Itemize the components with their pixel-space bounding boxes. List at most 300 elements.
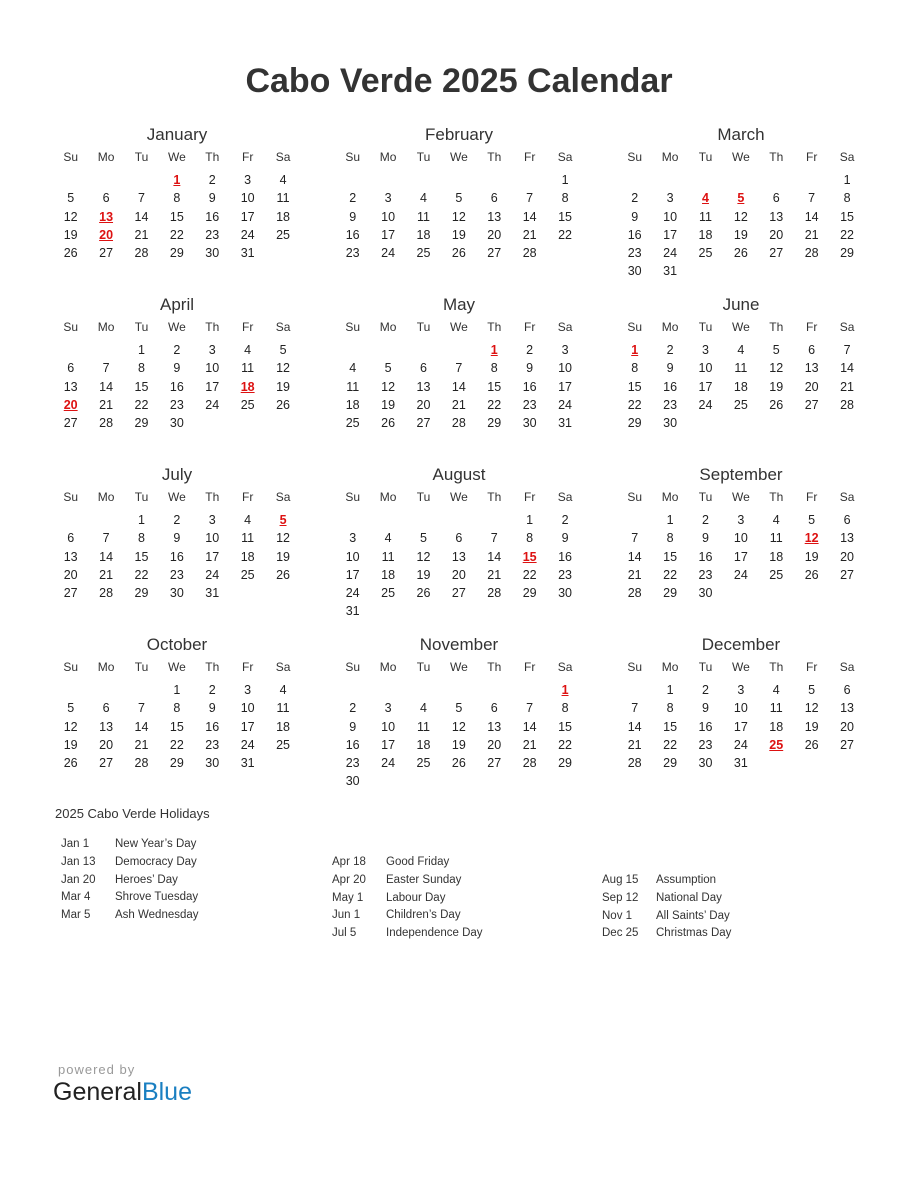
day-cell: 1 (173, 683, 181, 697)
day-cell: 8 (666, 701, 674, 716)
day-cell: 16 (345, 737, 360, 752)
day-cell: 25 (276, 227, 290, 242)
weekday-header: We (731, 320, 750, 334)
day-cell: 27 (840, 737, 854, 752)
empty-day-cell (477, 511, 512, 529)
holiday-day-cell: 13 (99, 209, 114, 224)
day-cell: 26 (804, 737, 819, 752)
holiday-name: All Saints’ Day (656, 909, 730, 922)
weekday-header: Th (769, 660, 784, 674)
day-cell: 3 (208, 343, 216, 357)
holiday-row (602, 908, 731, 926)
day-cell: 18 (769, 719, 784, 734)
day-cell: 20 (769, 227, 784, 242)
day-cell: 10 (663, 209, 678, 224)
day-cell: 9 (526, 361, 534, 376)
holiday-row (61, 872, 199, 890)
day-cell: 30 (522, 416, 537, 431)
empty-day-cell (477, 681, 512, 699)
powered-by-text: powered by (58, 1062, 136, 1077)
day-cell: 31 (663, 264, 678, 279)
empty-day-cell (441, 681, 476, 699)
day-cell: 29 (663, 756, 678, 771)
day-cell: 18 (733, 379, 748, 394)
day-cell: 23 (169, 397, 184, 412)
day-cell: 14 (522, 719, 537, 734)
holiday-name: New Year’s Day (115, 838, 197, 850)
day-cell: 22 (134, 397, 149, 412)
day-cell: 17 (381, 737, 396, 752)
day-cell: 18 (276, 719, 290, 734)
weekday-header: Tu (416, 320, 431, 334)
day-cell: 30 (205, 246, 220, 261)
day-cell: 17 (205, 379, 220, 394)
day-cell: 23 (205, 737, 220, 752)
weekday-header: Sa (557, 320, 573, 334)
day-cell: 15 (169, 209, 184, 224)
day-cell: 15 (487, 379, 502, 394)
weekday-header: Fr (805, 150, 818, 164)
day-cell: 29 (169, 756, 184, 771)
day-cell: 2 (173, 343, 181, 357)
weekday-header: Th (769, 320, 784, 334)
day-cell: 29 (134, 586, 149, 601)
day-cell: 28 (451, 416, 466, 431)
weekday-header: Su (63, 150, 79, 164)
day-cell: 26 (416, 586, 431, 601)
day-cell: 2 (173, 513, 181, 527)
day-cell: 11 (381, 549, 395, 564)
day-cell: 16 (205, 209, 220, 224)
day-cell: 11 (241, 361, 255, 376)
day-cell: 7 (490, 531, 498, 546)
day-cell: 19 (381, 397, 396, 412)
day-cell: 23 (698, 737, 713, 752)
holiday-row (332, 854, 483, 872)
day-cell: 3 (208, 513, 216, 527)
day-cell: 21 (451, 397, 466, 412)
weekday-header: Su (627, 150, 643, 164)
day-cell: 11 (769, 531, 783, 546)
holidays-title: 2025 Cabo Verde Holidays (55, 806, 210, 821)
day-cell: 10 (733, 701, 748, 716)
day-cell: 27 (99, 756, 114, 771)
day-cell: 29 (663, 586, 678, 601)
day-cell: 26 (381, 416, 396, 431)
day-cell: 10 (205, 531, 220, 546)
holiday-date: May 1 (332, 891, 364, 904)
day-cell: 27 (487, 246, 502, 261)
day-cell: 28 (804, 246, 819, 261)
day-cell: 27 (840, 567, 854, 582)
day-cell: 9 (702, 701, 709, 716)
weekday-header: Sa (557, 660, 573, 674)
weekday-header: Su (345, 150, 361, 164)
weekday-header: Fr (523, 490, 536, 504)
day-cell: 22 (169, 227, 184, 242)
day-cell: 6 (102, 701, 110, 716)
holiday-date: Jan 20 (61, 873, 96, 886)
day-cell: 6 (420, 361, 427, 376)
day-cell: 5 (808, 683, 816, 697)
day-cell: 13 (99, 719, 114, 734)
day-cell: 31 (240, 246, 255, 261)
weekday-header: Tu (134, 320, 149, 334)
day-cell: 5 (67, 701, 75, 716)
weekday-header: Fr (523, 150, 536, 164)
day-cell: 19 (804, 719, 819, 734)
day-cell: 8 (138, 361, 145, 376)
day-cell: 27 (451, 586, 466, 601)
day-cell: 5 (384, 361, 392, 376)
day-cell: 30 (627, 264, 642, 279)
day-cell: 3 (244, 173, 252, 187)
weekday-header: Sa (275, 150, 291, 164)
day-cell: 29 (840, 246, 854, 261)
day-cell: 28 (522, 756, 537, 771)
day-cell: 25 (769, 567, 784, 582)
weekday-header: Th (487, 320, 502, 334)
weekday-header: Su (63, 660, 79, 674)
day-cell: 17 (733, 549, 748, 564)
holiday-day-cell: 1 (631, 343, 639, 357)
day-cell: 19 (804, 549, 819, 564)
day-cell: 12 (451, 209, 466, 224)
day-cell: 24 (733, 567, 748, 582)
empty-day-cell (477, 171, 512, 189)
month-june (617, 294, 865, 464)
day-cell: 21 (99, 397, 114, 412)
holiday-name: Good Friday (386, 856, 450, 868)
weekday-header: Su (63, 320, 79, 334)
month-october (53, 634, 301, 804)
day-cell: 7 (631, 531, 639, 546)
day-cell: 19 (276, 379, 290, 394)
day-cell: 24 (205, 567, 220, 582)
month-days-grid (335, 486, 583, 621)
day-cell: 4 (772, 513, 780, 527)
day-cell: 21 (134, 227, 149, 242)
day-cell: 9 (702, 531, 709, 546)
day-cell: 17 (240, 719, 255, 734)
holiday-date: Mar 5 (61, 909, 91, 922)
empty-day-cell (88, 681, 123, 699)
day-cell: 19 (733, 227, 748, 242)
day-cell: 21 (840, 379, 854, 394)
month-name: December (701, 635, 781, 654)
weekday-header: Fr (241, 320, 254, 334)
month-days-grid (53, 316, 301, 432)
day-cell: 13 (804, 361, 819, 376)
weekday-header: Fr (805, 660, 818, 674)
holiday-name: National Day (656, 891, 722, 904)
empty-day-cell (124, 681, 159, 699)
day-cell: 3 (737, 513, 745, 527)
day-cell: 25 (240, 567, 255, 582)
day-cell: 15 (840, 209, 854, 224)
day-cell: 20 (487, 227, 502, 242)
day-cell: 10 (240, 191, 255, 206)
weekday-header: Fr (523, 320, 536, 334)
day-cell: 14 (134, 209, 149, 224)
day-cell: 7 (843, 343, 851, 357)
day-cell: 6 (67, 531, 75, 546)
day-cell: 6 (490, 701, 498, 716)
day-cell: 30 (205, 756, 220, 771)
day-cell: 24 (205, 397, 220, 412)
day-cell: 10 (698, 361, 713, 376)
day-cell: 17 (205, 549, 220, 564)
weekday-header: We (167, 320, 186, 334)
day-cell: 19 (451, 737, 466, 752)
day-cell: 2 (349, 701, 357, 716)
day-cell: 14 (99, 379, 114, 394)
weekday-header: Mo (661, 490, 679, 504)
weekday-header: Sa (557, 150, 573, 164)
weekday-header: Sa (839, 490, 855, 504)
weekday-header: Tu (698, 660, 713, 674)
weekday-header: Sa (557, 490, 573, 504)
day-cell: 16 (698, 549, 713, 564)
day-cell: 16 (169, 379, 184, 394)
day-cell: 23 (205, 227, 220, 242)
day-cell: 14 (451, 379, 466, 394)
holiday-day-cell: 1 (490, 343, 498, 357)
empty-day-cell (406, 681, 441, 699)
month-days-grid (335, 656, 583, 791)
day-cell: 3 (384, 701, 392, 716)
day-cell: 11 (734, 361, 748, 376)
day-cell: 23 (345, 756, 360, 771)
holiday-day-cell: 18 (240, 379, 255, 394)
empty-day-cell (370, 681, 405, 699)
weekday-header: Tu (416, 660, 431, 674)
day-cell: 19 (769, 379, 784, 394)
day-cell: 14 (840, 361, 854, 376)
empty-day-cell (688, 171, 723, 189)
weekday-header: Su (627, 320, 643, 334)
holiday-row (332, 872, 483, 890)
month-february (335, 124, 583, 294)
day-cell: 8 (526, 531, 534, 546)
day-cell: 25 (345, 416, 360, 431)
day-cell: 10 (205, 361, 220, 376)
day-cell: 16 (627, 227, 642, 242)
day-cell: 10 (381, 209, 396, 224)
day-cell: 8 (490, 361, 498, 376)
day-cell: 19 (276, 549, 290, 564)
brand-logo[interactable] (53, 1078, 192, 1107)
holiday-date: Jul 5 (332, 927, 357, 940)
day-cell: 1 (561, 173, 569, 187)
day-cell: 17 (733, 719, 748, 734)
day-cell: 6 (102, 191, 110, 206)
day-cell: 22 (134, 567, 149, 582)
day-cell: 4 (279, 683, 287, 697)
day-cell: 20 (804, 379, 819, 394)
holiday-date: Mar 4 (61, 891, 91, 904)
weekday-header: Sa (839, 660, 855, 674)
day-cell: 29 (627, 416, 642, 431)
day-cell: 9 (561, 531, 569, 546)
holiday-column (602, 872, 731, 943)
empty-day-cell (53, 171, 88, 189)
day-cell: 25 (240, 397, 255, 412)
holiday-date: Aug 15 (602, 874, 639, 886)
holiday-day-cell: 5 (279, 513, 287, 527)
day-cell: 7 (631, 701, 639, 716)
day-cell: 2 (666, 343, 674, 357)
weekday-header: Fr (805, 490, 818, 504)
day-cell: 9 (173, 361, 181, 376)
day-cell: 28 (627, 586, 642, 601)
day-cell: 26 (733, 246, 748, 261)
holiday-date: Nov 1 (602, 909, 633, 922)
day-cell: 29 (169, 246, 184, 261)
empty-day-cell (124, 171, 159, 189)
day-cell: 4 (420, 701, 427, 716)
month-march (617, 124, 865, 294)
day-cell: 20 (63, 567, 78, 582)
empty-day-cell (617, 681, 652, 699)
holiday-row (602, 872, 731, 890)
day-cell: 21 (99, 567, 114, 582)
day-cell: 2 (349, 191, 357, 206)
month-days-grid (617, 486, 865, 602)
day-cell: 15 (663, 719, 678, 734)
day-cell: 22 (627, 397, 642, 412)
day-cell: 28 (99, 586, 114, 601)
weekday-header: Mo (379, 150, 397, 164)
day-cell: 21 (522, 227, 537, 242)
weekday-header: Th (487, 490, 502, 504)
day-cell: 23 (345, 246, 360, 261)
day-cell: 9 (349, 719, 357, 734)
day-cell: 28 (840, 397, 854, 412)
weekday-header: We (731, 660, 750, 674)
month-may (335, 294, 583, 464)
months-grid (53, 124, 865, 804)
weekday-header: Tu (698, 320, 713, 334)
day-cell: 3 (349, 531, 357, 546)
holiday-row (602, 925, 731, 943)
day-cell: 26 (276, 567, 290, 582)
day-cell: 31 (733, 756, 748, 771)
month-days-grid (53, 486, 301, 602)
weekday-header: Su (345, 660, 361, 674)
empty-day-cell (617, 171, 652, 189)
day-cell: 21 (804, 227, 819, 242)
day-cell: 30 (169, 416, 184, 431)
weekday-header: Mo (97, 490, 115, 504)
day-cell: 13 (487, 209, 502, 224)
day-cell: 1 (666, 513, 674, 527)
month-name: April (159, 295, 194, 314)
empty-day-cell (794, 171, 829, 189)
day-cell: 8 (666, 531, 674, 546)
day-cell: 18 (381, 567, 396, 582)
day-cell: 9 (349, 209, 357, 224)
day-cell: 26 (451, 246, 466, 261)
holiday-row (61, 907, 199, 925)
weekday-header: We (167, 490, 186, 504)
month-september (617, 464, 865, 634)
day-cell: 20 (840, 549, 854, 564)
empty-day-cell (370, 171, 405, 189)
day-cell: 24 (240, 737, 255, 752)
empty-day-cell (512, 681, 547, 699)
day-cell: 14 (627, 719, 642, 734)
weekday-header: Fr (805, 320, 818, 334)
day-cell: 2 (526, 343, 534, 357)
day-cell: 11 (276, 191, 290, 206)
day-cell: 11 (276, 701, 290, 716)
weekday-header: Mo (379, 320, 397, 334)
empty-day-cell (441, 341, 476, 359)
day-cell: 7 (138, 701, 145, 716)
holiday-date: Apr 18 (332, 856, 366, 868)
day-cell: 18 (416, 737, 431, 752)
weekday-header: Tu (416, 490, 431, 504)
empty-day-cell (406, 341, 441, 359)
day-cell: 9 (173, 531, 181, 546)
day-cell: 26 (804, 567, 819, 582)
day-cell: 22 (663, 737, 678, 752)
day-cell: 9 (631, 209, 639, 224)
day-cell: 17 (345, 567, 360, 582)
month-november (335, 634, 583, 804)
holiday-name: Democracy Day (115, 855, 197, 868)
empty-day-cell (723, 171, 758, 189)
day-cell: 10 (558, 361, 572, 376)
weekday-header: Sa (275, 490, 291, 504)
day-cell: 22 (487, 397, 502, 412)
day-cell: 25 (416, 756, 431, 771)
empty-day-cell (617, 511, 652, 529)
day-cell: 11 (769, 701, 783, 716)
weekday-header: Sa (839, 320, 855, 334)
day-cell: 4 (244, 343, 252, 357)
holiday-row (332, 890, 483, 908)
day-cell: 30 (698, 586, 713, 601)
day-cell: 15 (663, 549, 678, 564)
day-cell: 22 (558, 737, 572, 752)
day-cell: 1 (843, 173, 851, 187)
day-cell: 2 (561, 513, 569, 527)
day-cell: 8 (561, 191, 569, 206)
day-cell: 22 (663, 567, 678, 582)
weekday-header: Sa (275, 320, 291, 334)
day-cell: 5 (455, 191, 463, 206)
holiday-column (61, 836, 199, 925)
weekday-header: Mo (661, 150, 679, 164)
month-name: February (424, 125, 494, 144)
day-cell: 25 (733, 397, 748, 412)
weekday-header: Tu (134, 150, 149, 164)
holiday-day-cell: 4 (702, 191, 709, 206)
holiday-row (332, 907, 483, 925)
empty-day-cell (406, 511, 441, 529)
day-cell: 2 (208, 173, 216, 187)
day-cell: 27 (487, 756, 502, 771)
month-name: January (146, 125, 208, 144)
day-cell: 13 (63, 549, 78, 564)
day-cell: 22 (558, 227, 572, 242)
day-cell: 25 (416, 246, 431, 261)
day-cell: 26 (63, 246, 78, 261)
day-cell: 28 (134, 756, 149, 771)
month-days-grid (335, 146, 583, 262)
